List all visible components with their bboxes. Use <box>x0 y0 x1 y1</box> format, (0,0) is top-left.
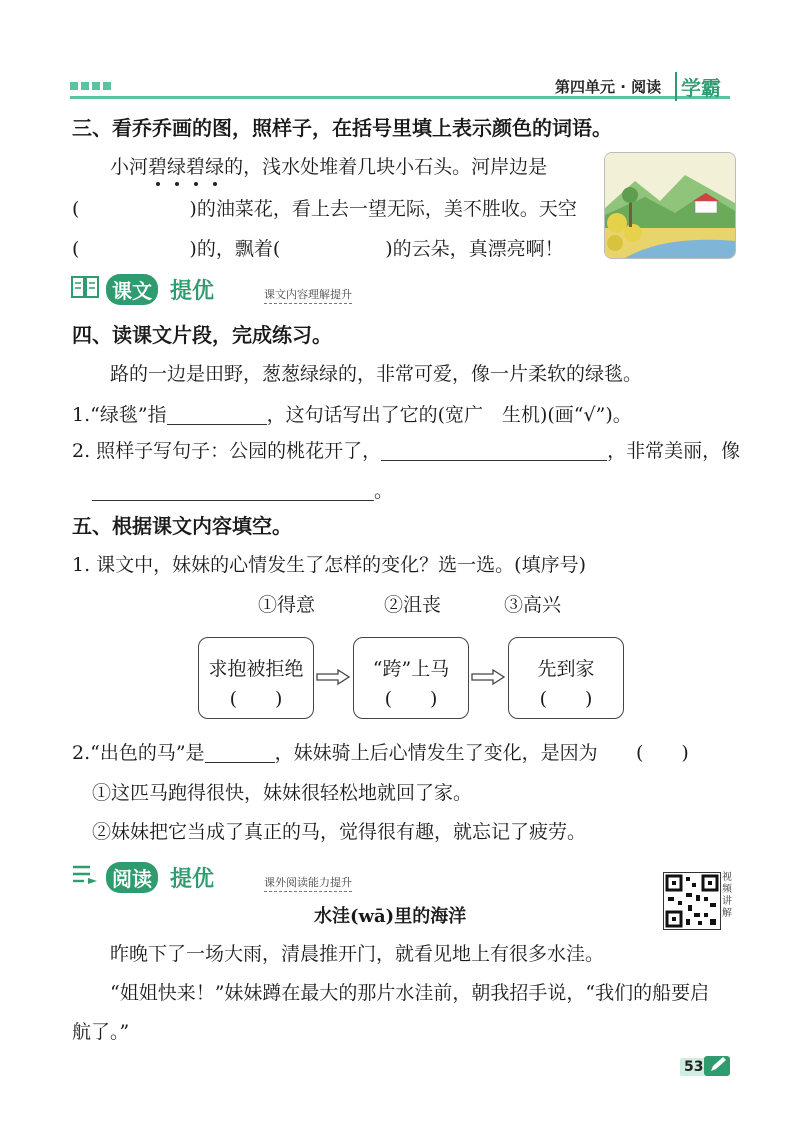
header-dots <box>70 82 112 90</box>
banner-subtitle: 课文内容理解提升 <box>264 286 352 304</box>
banner-title-a: 阅读 <box>106 862 158 893</box>
story-paragraph-2-cont: 航了。” <box>72 1021 130 1043</box>
brand-logo: 学霸 <box>675 72 721 101</box>
flow-box-1: 求抱被拒绝 ( ) <box>198 637 314 719</box>
story-paragraph-2: “姐姐快来！”妹妹蹲在最大的那片水洼前，朝我招手说，“我们的船要启 <box>110 982 710 1004</box>
book-icon <box>70 274 100 300</box>
section4-q1: 1.“绿毯”指 ，这句话写出了它的(宽广 生机)(画“√”)。 <box>72 404 632 426</box>
section5-choice-2: ②妹妹把它当成了真正的马，觉得很有趣，就忘记了疲劳。 <box>92 821 587 843</box>
section5-q2: 2.“出色的马”是 ，妹妹骑上后心情发生了变化，是因为 <box>72 742 598 764</box>
banner-title-a: 课文 <box>106 274 158 305</box>
banner-textbook <box>70 272 370 304</box>
list-icon <box>70 862 100 888</box>
flow-answer-2[interactable]: ( ) <box>384 688 438 710</box>
section3-line2: ( )的油菜花，看上去一望无际，美不胜收。天空 <box>72 198 577 220</box>
section3-line1: 小河碧绿碧绿的，浅水处堆着几块小石头。河岸边是 <box>110 156 548 178</box>
flow-box-2: “跨”上马 ( ) <box>353 637 469 719</box>
dotted-words: 碧绿碧绿 <box>148 156 225 178</box>
section4-passage: 路的一边是田野，葱葱绿绿的，非常可爱，像一片柔软的绿毯。 <box>110 363 643 385</box>
answer-blank[interactable] <box>205 744 275 763</box>
section5-choice-1: ①这匹马跑得很快，妹妹很轻松地就回了家。 <box>92 782 473 804</box>
story-title: 水洼(wā)里的海洋 <box>314 906 467 927</box>
option-2: ②沮丧 <box>384 594 442 616</box>
answer-blank[interactable] <box>167 406 267 425</box>
section3-line3: ( )的，飘着( )的云朵，真漂亮啊！ <box>72 238 564 260</box>
story-paragraph-1: 昨晚下了一场大雨，清晨推开门，就看见地上有很多水洼。 <box>110 943 605 965</box>
option-3: ③高兴 <box>504 594 562 616</box>
banner-subtitle: 课外阅读能力提升 <box>264 874 352 892</box>
section4-q2: 2. 照样子写句子：公园的桃花开了， ，非常美丽，像 <box>72 440 741 462</box>
section5-title: 五、根据课文内容填空。 <box>72 514 292 538</box>
arrow-right-icon <box>316 669 350 685</box>
arrow-right-icon <box>471 669 505 685</box>
banner-reading <box>70 860 370 892</box>
landscape-picture <box>604 152 736 259</box>
flow-box-3: 先到家 ( ) <box>508 637 624 719</box>
flow-answer-3[interactable]: ( ) <box>539 688 593 710</box>
qr-caption: 视频讲解 <box>722 872 732 919</box>
qr-code[interactable] <box>663 872 721 930</box>
answer-blank[interactable] <box>92 482 374 501</box>
section5-q1: 1. 课文中，妹妹的心情发生了怎样的变化？选一选。(填序号) <box>72 554 586 576</box>
banner-title-b: 提优 <box>170 867 215 892</box>
flow-answer-1[interactable]: ( ) <box>229 688 283 710</box>
section4-title: 四、读课文片段，完成练习。 <box>72 323 332 347</box>
answer-blank[interactable] <box>381 442 607 461</box>
section3-title: 三、看乔乔画的图，照样子，在括号里填上表示颜色的词语。 <box>72 116 612 140</box>
pencil-icon <box>704 1052 732 1078</box>
banner-title-b: 提优 <box>170 279 215 304</box>
section4-q2-cont: 。 <box>92 482 393 501</box>
page-number: 53 <box>680 1058 707 1076</box>
option-1: ①得意 <box>258 594 316 616</box>
section5-q2-paren[interactable]: ( ) <box>636 742 689 764</box>
unit-label: 第四单元 · 阅读 <box>555 78 662 96</box>
